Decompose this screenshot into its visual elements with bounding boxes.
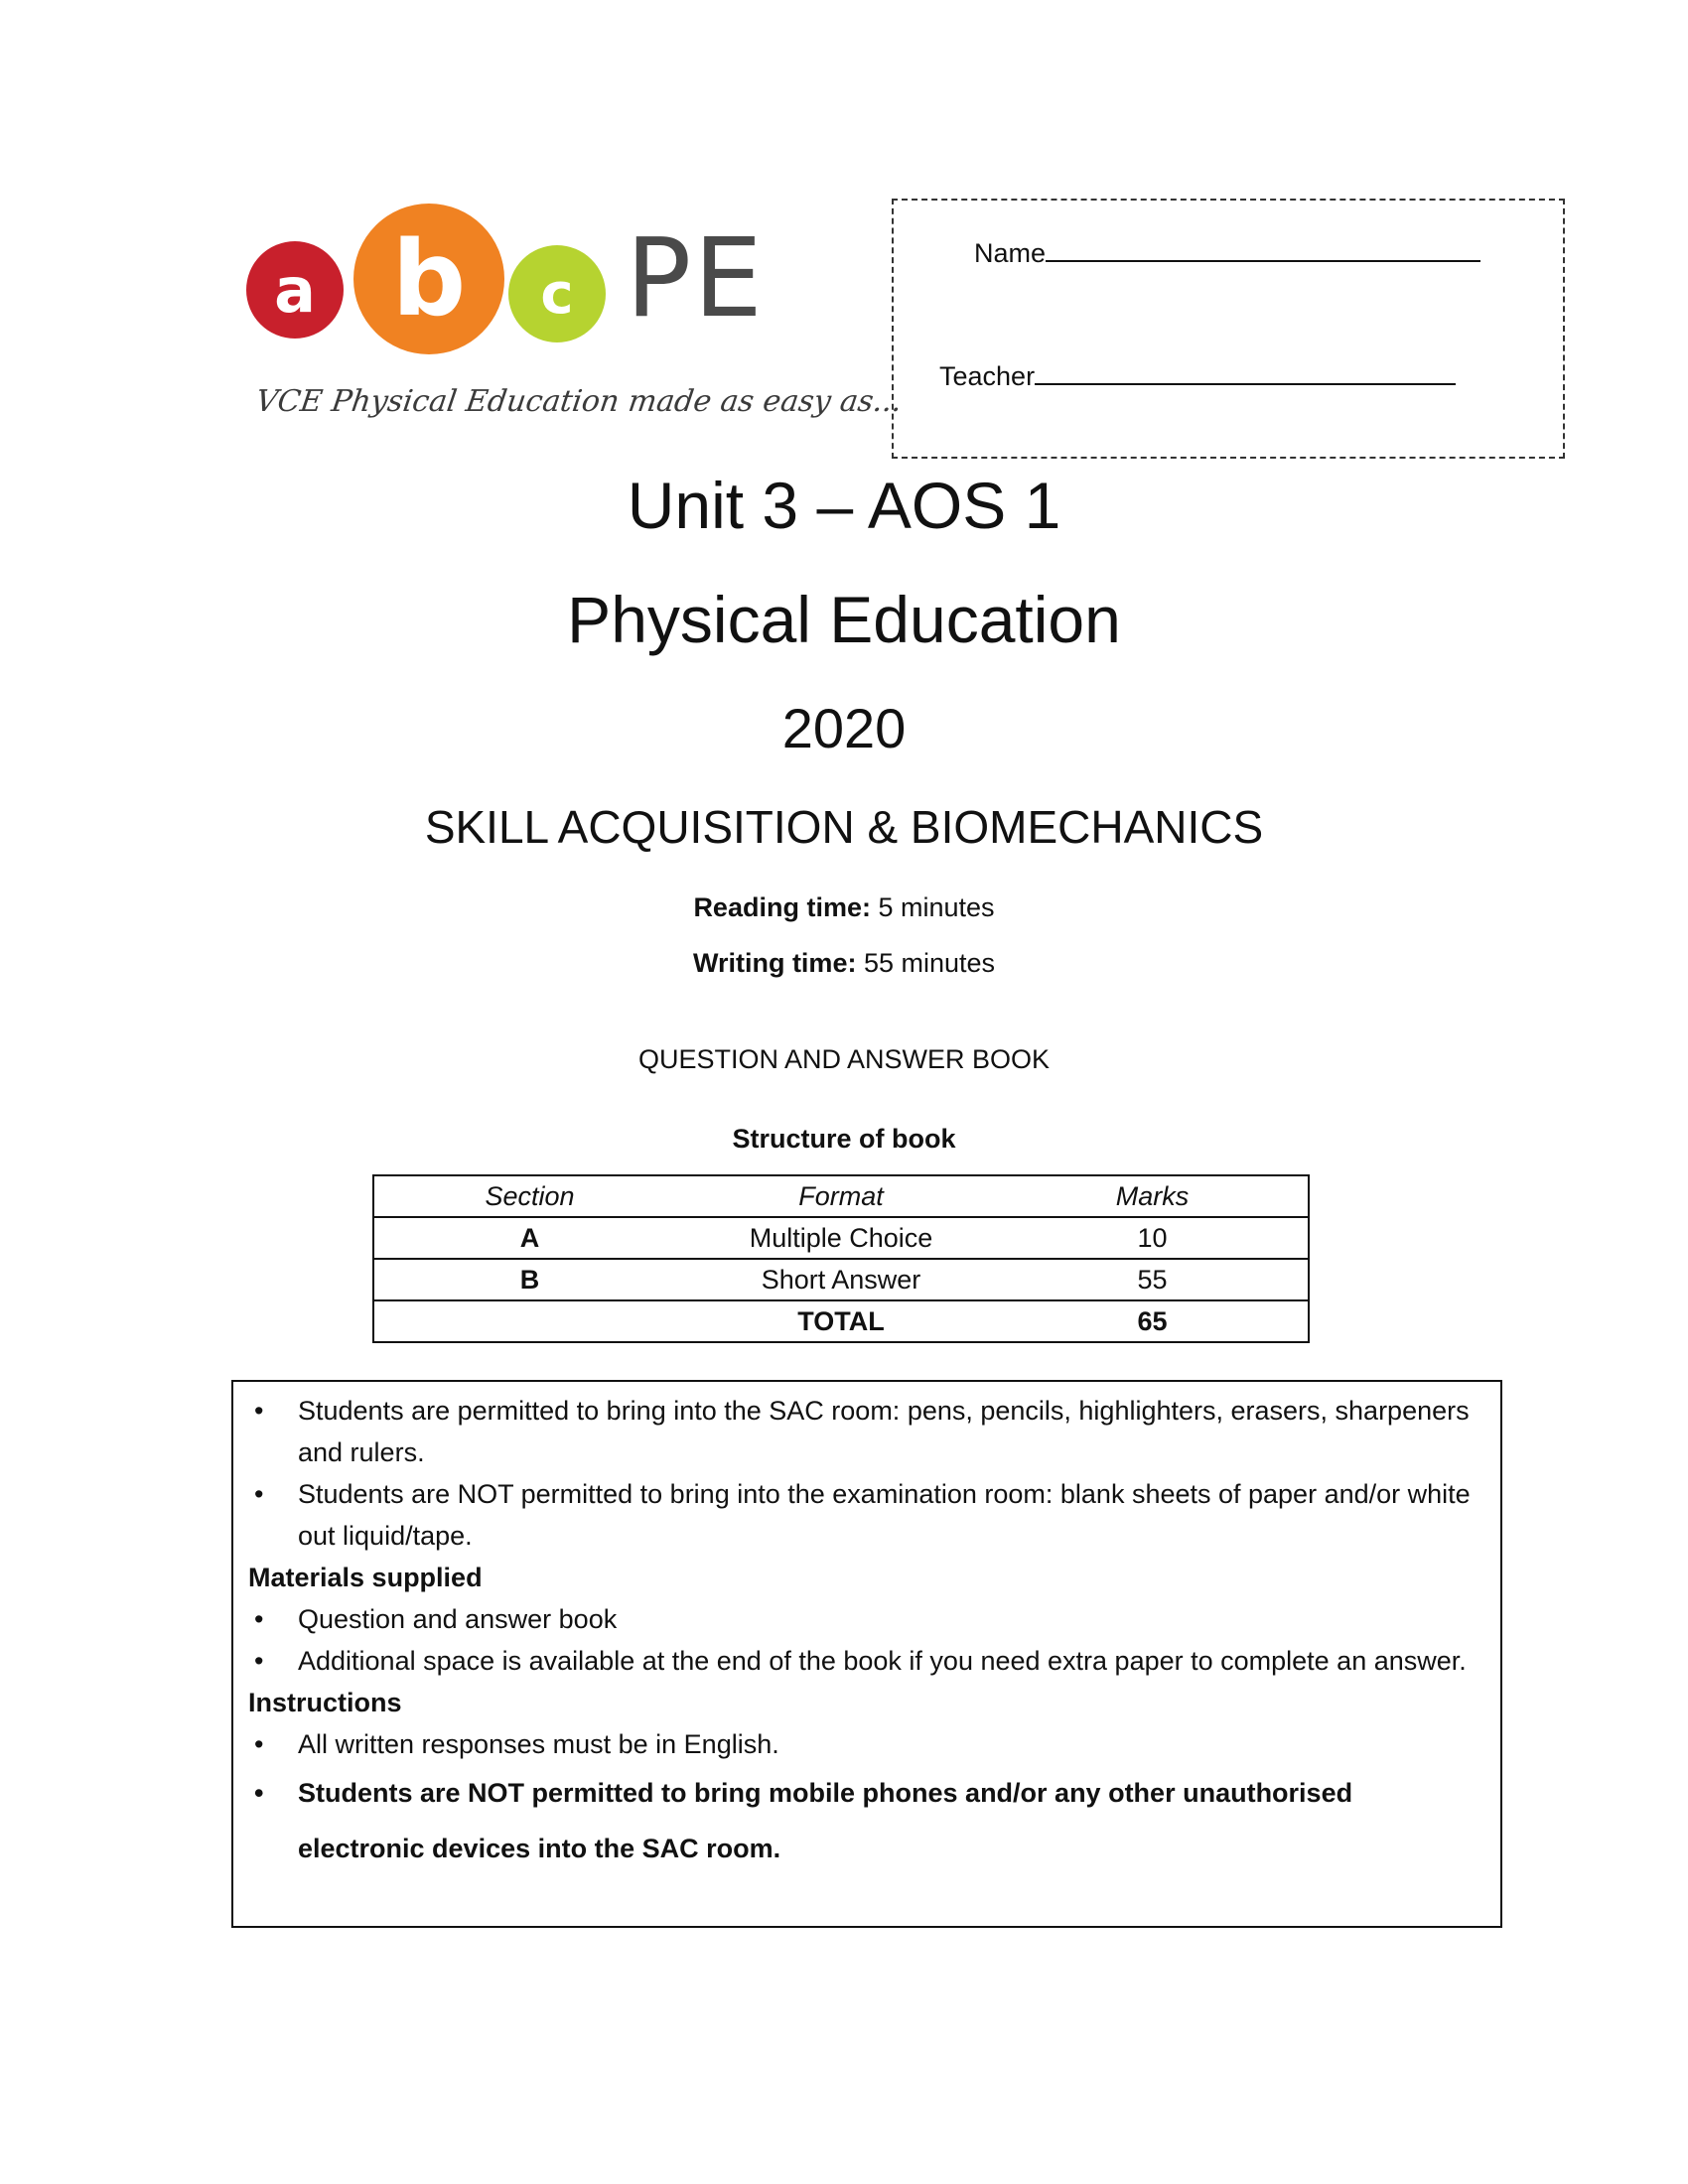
teacher-field[interactable] [939,361,1456,392]
list-item [248,1390,1486,1473]
bullet-icon: • [254,1729,264,1759]
writing-time-label: Writing time: [692,948,857,978]
list-item-text: Question and answer book [298,1604,618,1634]
name-underline [1046,240,1480,262]
writing-time [0,946,1688,980]
list-item-text: Students are permitted to bring into the SAC room: pens, pencils, highlighters, erasers, sharpeners and rulers. [298,1396,1470,1467]
format-cell: Multiple Choice [685,1217,997,1259]
total-label-cell: TOTAL [685,1300,997,1342]
list-item-text: Additional space is available at the end of the book if you need extra paper to complete an answer. [298,1646,1467,1676]
section-cell: A [373,1217,685,1259]
format-cell: Short Answer [685,1259,997,1300]
column-header-section: Section [373,1175,685,1217]
list-item [248,1473,1486,1557]
list-item [248,1723,1486,1765]
list-item [248,1640,1486,1682]
subject-title: Physical Education [567,583,1121,656]
structure-heading: Structure of book [732,1124,956,1154]
marks-cell: 55 [997,1259,1309,1300]
list-item-text: Students are NOT permitted to bring into the examination room: blank sheets of paper and/or white out liquid/tape. [298,1479,1471,1551]
table-header-row [373,1175,1309,1217]
total-marks-cell: 65 [997,1300,1309,1342]
table-total-row [373,1300,1309,1342]
logo-pe-text: PE [626,214,765,341]
name-field[interactable] [974,238,1480,269]
reading-time-value: 5 minutes [878,892,995,922]
permitted-items-list [248,1390,1486,1557]
materials-list [248,1598,1486,1682]
list-item [248,1598,1486,1640]
list-item-text: Students are NOT permitted to bring mobile phones and/or any other unauthorised electronic devices into the SAC room. [298,1778,1353,1863]
unit-title: Unit 3 – AOS 1 [627,469,1061,542]
logo-letter-b: b [353,204,504,354]
bullet-icon: • [254,1604,264,1634]
section-cell: B [373,1259,685,1300]
logo-tagline: VCE Physical Education made as easy as... [253,384,905,419]
instructions-box [231,1380,1502,1928]
teacher-underline [1035,363,1456,385]
marks-cell: 10 [997,1217,1309,1259]
materials-heading: Materials supplied [248,1563,483,1592]
reading-time [0,890,1688,924]
instructions-list [248,1723,1486,1876]
column-header-format: Format [685,1175,997,1217]
book-type: QUESTION AND ANSWER BOOK [637,1044,1051,1074]
bullet-icon: • [254,1396,264,1426]
writing-time-value: 55 minutes [863,948,996,978]
abcpe-logo [246,204,905,442]
bullet-icon: • [254,1646,264,1676]
teacher-label: Teacher [939,361,1036,391]
instructions-heading: Instructions [248,1688,402,1717]
column-header-marks: Marks [997,1175,1309,1217]
list-item-text: All written responses must be in English. [298,1729,779,1759]
bullet-icon: • [254,1778,264,1808]
name-label: Name [974,238,1047,268]
logo-letter-a: a [246,241,344,339]
topic-title: SKILL ACQUISITION & BIOMECHANICS [424,801,1264,853]
list-item [248,1765,1486,1876]
table-row [373,1217,1309,1259]
student-details-box [892,199,1565,459]
reading-time-label: Reading time: [693,892,871,922]
year-title: 2020 [781,697,907,759]
bullet-icon: • [254,1479,264,1509]
table-row [373,1259,1309,1300]
structure-table [372,1174,1310,1343]
logo-letter-c: c [508,245,606,342]
total-empty-cell [373,1300,685,1342]
